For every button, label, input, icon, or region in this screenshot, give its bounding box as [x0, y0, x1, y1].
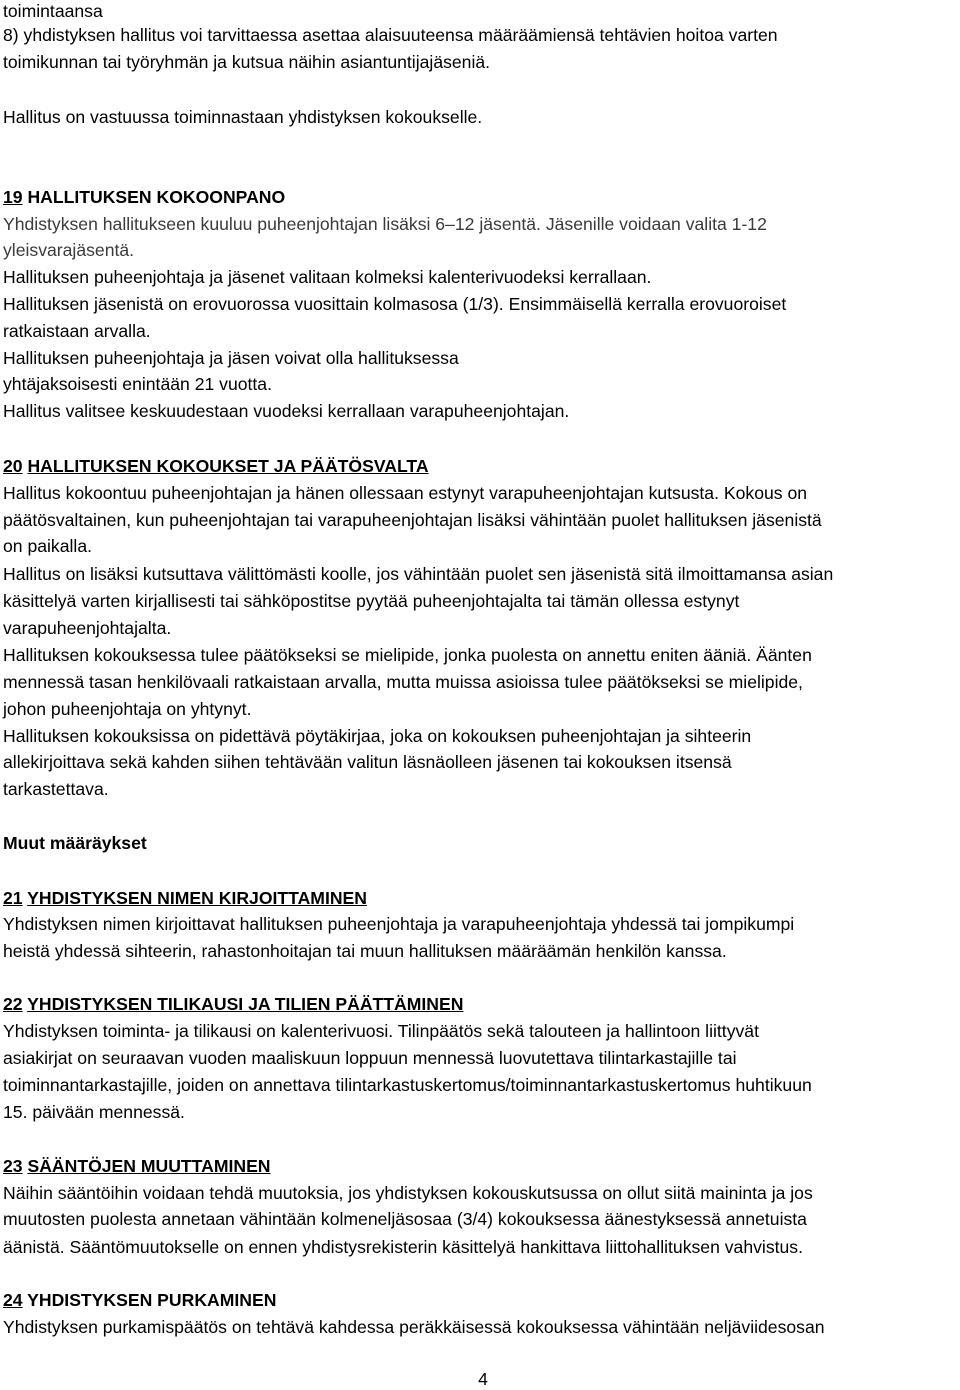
- paragraph-line: Hallitus valitsee keskuudestaan vuodeksi kerrallaan varapuheenjohtajan.: [3, 401, 570, 421]
- paragraph-line: Hallitus on vastuussa toiminnastaan yhdistyksen kokoukselle.: [3, 107, 483, 127]
- section-number: 20: [3, 456, 23, 476]
- paragraph-line: Yhdistyksen toiminta- ja tilikausi on kalenterivuosi. Tilinpäätös sekä talouteen ja hallintoon liittyvät: [3, 1021, 759, 1041]
- section-title: HALLITUKSEN KOKOUKSET JA PÄÄTÖSVALTA: [27, 456, 429, 476]
- section-number: 22: [3, 994, 23, 1014]
- section-heading-22: [3, 993, 463, 1015]
- section-heading-21: [3, 887, 367, 909]
- paragraph-line: Yhdistyksen nimen kirjoittavat hallituksen puheenjohtaja ja varapuheenjohtaja yhdessä tai jompikumpi: [3, 914, 795, 934]
- section-number: 21: [3, 888, 23, 908]
- paragraph-line: Hallitus on lisäksi kutsuttava välittömästi koolle, jos vähintään puolet sen jäsenistä sitä ilmoittamansa asian: [3, 564, 834, 584]
- paragraph-line: Yhdistyksen purkamispäätös on tehtävä kahdessa peräkkäisessä kokouksessa vähintään neljäviidesosan: [3, 1317, 825, 1337]
- paragraph-line: heistä yhdessä sihteerin, rahastonhoitajan tai muun hallituksen määräämän henkilön kanssa.: [3, 941, 727, 961]
- paragraph-line: yhtäjaksoisesti enintään 21 vuotta.: [3, 374, 272, 394]
- paragraph-line: allekirjoittava sekä kahden siihen tehtävään valitun läsnäolleen jäsenen tai kokouksen itsensä: [3, 752, 732, 772]
- paragraph-line: tarkastettava.: [3, 779, 109, 799]
- paragraph-line: toimintaansa: [3, 1, 103, 21]
- subheading-muut-maaraykset: Muut määräykset: [3, 833, 147, 853]
- paragraph-line: Hallituksen puheenjohtaja ja jäsenet valitaan kolmeksi kalenterivuodeksi kerrallaan.: [3, 267, 652, 287]
- page-number: 4: [478, 1369, 488, 1389]
- paragraph-line: 8) yhdistyksen hallitus voi tarvittaessa asettaa alaisuuteensa määräämiensä tehtävien hoitoa varten: [3, 25, 778, 45]
- section-title: YHDISTYKSEN TILIKAUSI JA TILIEN PÄÄTTÄMINEN: [27, 994, 464, 1014]
- paragraph-line: 15. päivään mennessä.: [3, 1102, 185, 1122]
- paragraph-line: äänistä. Sääntömuutokselle on ennen yhdistysrekisterin käsittelyä hankittava liittohallituksen vahvistus.: [3, 1237, 803, 1257]
- section-number: 23: [3, 1156, 23, 1176]
- section-number: 24: [3, 1290, 23, 1310]
- paragraph-line: Näihin sääntöihin voidaan tehdä muutoksia, jos yhdistyksen kokouskutsussa on ollut siitä maininta ja jos: [3, 1183, 813, 1203]
- section-heading-23: [3, 1155, 271, 1177]
- paragraph-line: toimikunnan tai työryhmän ja kutsua näihin asiantuntijajäseniä.: [3, 52, 491, 72]
- paragraph-line: käsittelyä varten kirjallisesti tai sähköpostitse pyytää puheenjohtajalta tai tämän ollessa estynyt: [3, 591, 740, 611]
- section-number: 19: [3, 187, 23, 207]
- paragraph-line: Hallituksen kokouksessa tulee päätökseksi se mielipide, jonka puolesta on annettu eniten ääniä. Äänten: [3, 645, 812, 665]
- paragraph-line: on paikalla.: [3, 536, 93, 556]
- paragraph-line: Hallituksen jäsenistä on erovuorossa vuosittain kolmasosa (1/3). Ensimmäisellä kerralla erovuoroiset: [3, 294, 787, 314]
- section-heading-19: [3, 186, 285, 208]
- paragraph-line: toiminnantarkastajille, joiden on annettava tilintarkastuskertomus/toiminnantarkastuskertomus huhtikuun: [3, 1075, 812, 1095]
- paragraph-line: Hallituksen kokouksissa on pidettävä pöytäkirjaa, joka on kokouksen puheenjohtajan ja sihteerin: [3, 726, 752, 746]
- paragraph-line: yleisvarajäsentä.: [3, 240, 135, 260]
- paragraph-line: johon puheenjohtaja on yhtynyt.: [3, 699, 252, 719]
- section-title: YHDISTYKSEN NIMEN KIRJOITTAMINEN: [27, 888, 367, 908]
- paragraph-line: Hallituksen puheenjohtaja ja jäsen voivat olla hallituksessa: [3, 348, 459, 368]
- paragraph-line: ratkaistaan arvalla.: [3, 321, 151, 341]
- section-title: YHDISTYKSEN PURKAMINEN: [27, 1290, 277, 1310]
- paragraph-line: muutosten puolesta annetaan vähintään kolmeneljäsosaa (3/4) kokouksessa äänestyksessä annetuista: [3, 1209, 807, 1229]
- section-heading-24: [3, 1289, 276, 1311]
- section-title: HALLITUKSEN KOKOONPANO: [27, 187, 286, 207]
- paragraph-line: Yhdistyksen hallitukseen kuuluu puheenjohtajan lisäksi 6–12 jäsentä. Jäsenille voidaan valita 1-12: [3, 214, 767, 234]
- paragraph-line: päätösvaltainen, kun puheenjohtajan tai varapuheenjohtajan lisäksi vähintään puolet hallituksen jäsenistä: [3, 510, 822, 530]
- paragraph-line: varapuheenjohtajalta.: [3, 618, 172, 638]
- section-heading-20: [3, 455, 429, 477]
- paragraph-line: mennessä tasan henkilövaali ratkaistaan arvalla, mutta muissa asioissa tulee päätökseksi se mielipide,: [3, 672, 803, 692]
- section-title: SÄÄNTÖJEN MUUTTAMINEN: [27, 1156, 271, 1176]
- paragraph-line: Hallitus kokoontuu puheenjohtajan ja hänen ollessaan estynyt varapuheenjohtajan kutsusta. Kokous on: [3, 483, 808, 503]
- paragraph-line: asiakirjat on seuraavan vuoden maaliskuun loppuun mennessä luovutettava tilintarkastajille tai: [3, 1048, 737, 1068]
